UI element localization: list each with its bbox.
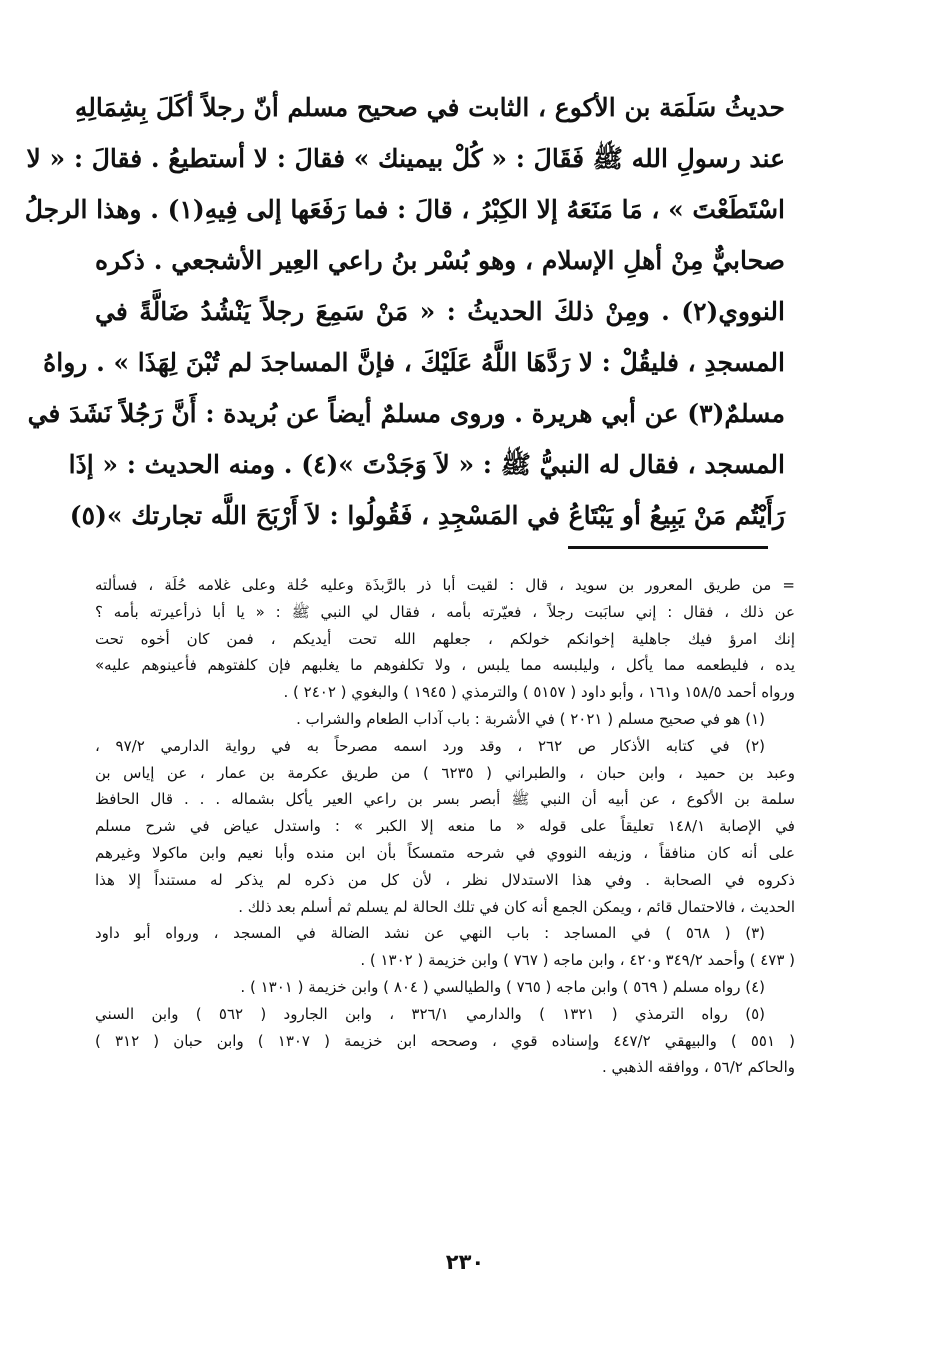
footnote-line: ذكروه في الصحابة . وفي هذا الاستدلال نظر ، لأن كل من ذكره لم يذكر له مستنداً إلا هذا (95, 870, 795, 889)
footnote-line: = من طريق المعرور بن سويد ، قال : لقيت أبا ذر بالرَّبذَة وعليه حُلة وعلى غلامه حُلَة ، فسألته (95, 576, 795, 594)
footnote-line: والحاكم ٥٦/٢ ، ووافقه الذهبي . (601, 1058, 795, 1077)
footnote-line: إنك امرؤ فيك جاهلية إخوانكم خولكم ، جعلهم الله تحت أيديكم ، فمن كان أخوه تحت (95, 629, 795, 648)
footnote-line: على أنه كان منافقاً ، وزيفه النووي في شرحه متمسكاً بأن ابن منده وأبا نعيم وابن ماكولا وغيرهم (95, 843, 795, 862)
footnote-line: سلمة بن الأكوع ، عن أبيه أن النبي ﷺ أبصر بسر بن راعي العير يأكل بشماله . . . قال الحافظ (95, 790, 795, 809)
footnote-3: (٣) ( ٥٦٨ ) في المساجد : باب النهي عن نشد الضالة في المسجد ، ورواه أبو داود (95, 924, 765, 943)
footnote-line: ( ٥٥١ ) والبيهقي ٤٤٧/٢ وإسناده قوي ، وصححه ابن خزيمة ( ١٣٠٧ ) وابن حبان ( ٣١٢ ) (95, 1031, 796, 1050)
footnote-line: يده ، فليطعمه مما يأكل ، وليلبسه مما يلبس ، ولا تكلفوهم ما يغلبهم فإن كلفتوهم فأعينوهم عليه» (95, 656, 795, 675)
footnote-line: عن ذلك ، فقال : إني سابَبت رجلاً ، فعيّرته بأمه ، فقال لي النبي ﷺ : « يا أبا ذرأعيرته بأمه ؟ (95, 602, 795, 621)
main-text (24, 82, 785, 541)
main-text-line: النووي(٢) . ومِنْ ذلكَ الحديثُ : « مَنْ سَمِعَ رجلاً يَنْشُدُ ضَالَّةً في (95, 297, 785, 326)
main-text-line: صحابيٌّ مِنْ أهلِ الإسلام ، وهو بُسْر بنُ راعي العِير الأشجعي . ذكره (95, 246, 785, 275)
main-text-line: رَأَيْتُم مَنْ يَبِيعُ أو يَبْتَاعُ في المَسْجِدِ ، فَقُولُوا : لاَ أَرْبَحَ اللَّه تجارتك »(٥) (69, 501, 785, 530)
footnotes (95, 572, 795, 1081)
footnote-5: (٥) رواه الترمذي ( ١٣٢١ ) والدارمي ٣٢٦/١ ، وابن الجارود ( ٥٦٢ ) وابن السني (95, 1004, 765, 1023)
main-text-line: مسلمٌ(٣) عن أبي هريرة . وروى مسلمٌ أيضاً عن بُريدة : أَنَّ رَجُلاً نَشَدَ في (27, 399, 785, 428)
main-text-line: المسجدِ ، فليقُلْ : لا رَدَّهَا اللَّهُ عَلَيْكَ ، فإنَّ المساجدَ لم تُبْنَ لِهَذَا » . رواهُ (43, 348, 785, 377)
main-text-line: عند رسولِ الله ﷺ فَقَالَ : « كُلْ بيمينك » فقالَ : لا أستطيعُ . فقالَ : « لا (26, 144, 785, 173)
footnote-line: وعبد بن حميد ، وابن حبان ، والطبراني ( ٦٢٣٥ ) من طريق عكرمة بن عمار ، عن إياس بن (95, 763, 795, 782)
footnote-line: الحديث ، فالاحتمال قائم ، ويمكن الجمع أنه كان في تلك الحالة لم يسلم ثم أسلم بعد ذلك . (238, 897, 795, 916)
footnote-line: ( ٤٧٣ ) وأحمد ٣٤٩/٢ و٤٢٠ ، وابن ماجه ( ٧٦٧ ) وابن خزيمة ( ١٣٠٢ ) . (360, 951, 795, 970)
footnote-line: ورواه أحمد ١٥٨/٥ و١٦١ ، وأبو داود ( ٥١٥٧ ) والترمذي ( ١٩٤٥ ) والبغوي ( ٢٤٠٢ ) . (283, 683, 795, 702)
main-text-line: المسجد ، فقال له النبيُّ ﷺ : « لاَ وَجَدْتَ »(٤) . ومنه الحديث : « إذَا (68, 450, 785, 479)
footnote-1: (١) هو في صحيح مسلم ( ٢٠٢١ ) في الأشربة : باب آداب الطعام والشراب . (296, 709, 765, 728)
footnote-2: (٢) في كتابه الأذكار ص ٢٦٢ ، وقد ورد اسمه مصرحاً به في رواية الدارمي ٩٧/٢ ، (95, 736, 766, 755)
footnote-separator (568, 546, 768, 549)
footnote-line: في الإصابة ١٤٨/١ تعليقاً على قوله « ما منعه إلا الكبر » : واستدل عياض في شرح مسلم (95, 817, 795, 836)
page-number: ٢٣٠ (445, 1250, 485, 1274)
main-text-line: اسْتَطَعْتَ » ، مَا مَنَعَهُ إلا الكِبْرُ ، قالَ : فما رَفَعَها إلى فِيهِ(١) . وهذا الرجلُ (24, 195, 785, 224)
main-text-line: حديثُ سَلَمَة بن الأكوع ، الثابت في صحيح مسلم أنّ رجلاً أكَلَ بِشِمَالِهِ (74, 93, 785, 122)
footnote-4: (٤) رواه مسلم ( ٥٦٩ ) وابن ماجه ( ٧٦٥ ) والطيالسي ( ٨٠٤ ) وابن خزيمة ( ١٣٠١ ) . (240, 977, 765, 996)
